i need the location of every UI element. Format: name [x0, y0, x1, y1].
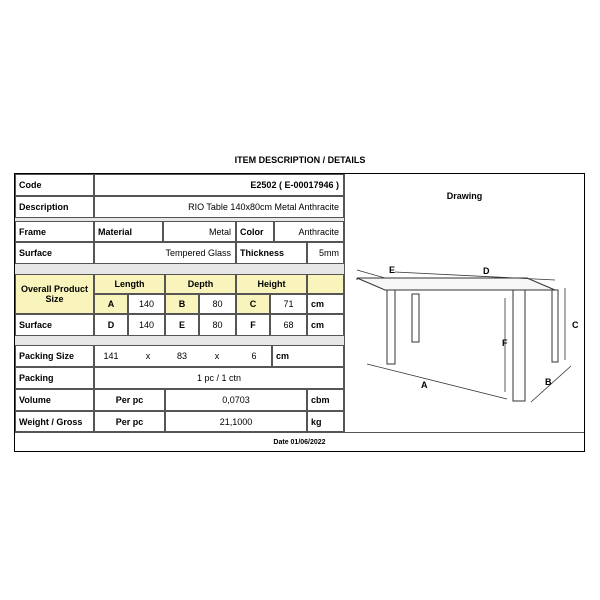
packing-label: Packing: [15, 367, 94, 389]
packing-length: 141: [103, 351, 119, 361]
length-header: Length: [94, 274, 165, 294]
row-spacer: [15, 264, 344, 274]
dim-label-e: E: [389, 265, 396, 275]
dim-a-letter: A: [94, 294, 128, 314]
times-sign: x: [214, 351, 220, 361]
overall-size-label: Overall Product Size: [15, 274, 94, 314]
dim-e-letter: E: [165, 314, 199, 336]
row-spacer: [15, 336, 344, 345]
thickness-label: Thickness: [236, 242, 307, 264]
tabletop: [357, 278, 555, 290]
dim-label-d: D: [483, 266, 490, 276]
dim-b-letter: B: [165, 294, 199, 314]
dim-label-f: F: [502, 338, 508, 348]
packing-size-unit: cm: [272, 345, 344, 367]
packing-height: 6: [251, 351, 257, 361]
thickness-value: 5mm: [307, 242, 344, 264]
dim-label-c: C: [572, 320, 579, 330]
weight-value: 21,1000: [165, 411, 307, 432]
weight-label: Weight / Gross: [15, 411, 94, 432]
code-label: Code: [15, 174, 94, 196]
dim-e-value: 80: [199, 314, 236, 336]
surface-value: Tempered Glass: [94, 242, 236, 264]
color-label: Color: [236, 221, 274, 242]
weight-per: Per pc: [94, 411, 165, 432]
times-sign: x: [145, 351, 151, 361]
dim-label-a: A: [421, 380, 428, 390]
surface-size-label: Surface: [15, 314, 94, 336]
drawing-panel: [344, 174, 584, 432]
packing-value: 1 pc / 1 ctn: [94, 367, 344, 389]
dim-d-value: 140: [128, 314, 165, 336]
dim-b-value: 80: [199, 294, 236, 314]
dim-f-letter: F: [236, 314, 270, 336]
overall-unit: cm: [307, 294, 344, 314]
date-footer: Date 01/06/2022: [15, 432, 584, 452]
height-header: Height: [236, 274, 307, 294]
weight-unit: kg: [307, 411, 344, 432]
volume-value: 0,0703: [165, 389, 307, 411]
table-leg: [513, 290, 525, 401]
volume-label: Volume: [15, 389, 94, 411]
description-label: Description: [15, 196, 94, 218]
drawing-label: Drawing: [446, 191, 483, 201]
surface-size-unit: cm: [307, 314, 344, 336]
packing-size-label: Packing Size: [15, 345, 94, 367]
page-title: ITEM DESCRIPTION / DETAILS: [234, 155, 366, 165]
color-value: Anthracite: [274, 221, 344, 242]
packing-depth: 83: [176, 351, 187, 361]
depth-header: Depth: [165, 274, 236, 294]
description-value: RIO Table 140x80cm Metal Anthracite: [94, 196, 344, 218]
volume-unit: cbm: [307, 389, 344, 411]
table-drawing: [345, 174, 584, 432]
dim-d-letter: D: [94, 314, 128, 336]
table-leg: [552, 290, 558, 362]
dim-f-value: 68: [270, 314, 307, 336]
dim-c-letter: C: [236, 294, 270, 314]
dim-c-value: 71: [270, 294, 307, 314]
table-leg: [412, 294, 419, 342]
frame-label: Frame: [15, 221, 94, 242]
surface-label: Surface: [15, 242, 94, 264]
table-leg: [387, 290, 395, 364]
dim-a-value: 140: [128, 294, 165, 314]
material-label: Material: [94, 221, 163, 242]
code-value: E2502 ( E-00017946 ): [94, 174, 344, 196]
material-value: Metal: [163, 221, 236, 242]
header-blank: [307, 274, 344, 294]
dim-label-b: B: [545, 377, 552, 387]
volume-per: Per pc: [94, 389, 165, 411]
